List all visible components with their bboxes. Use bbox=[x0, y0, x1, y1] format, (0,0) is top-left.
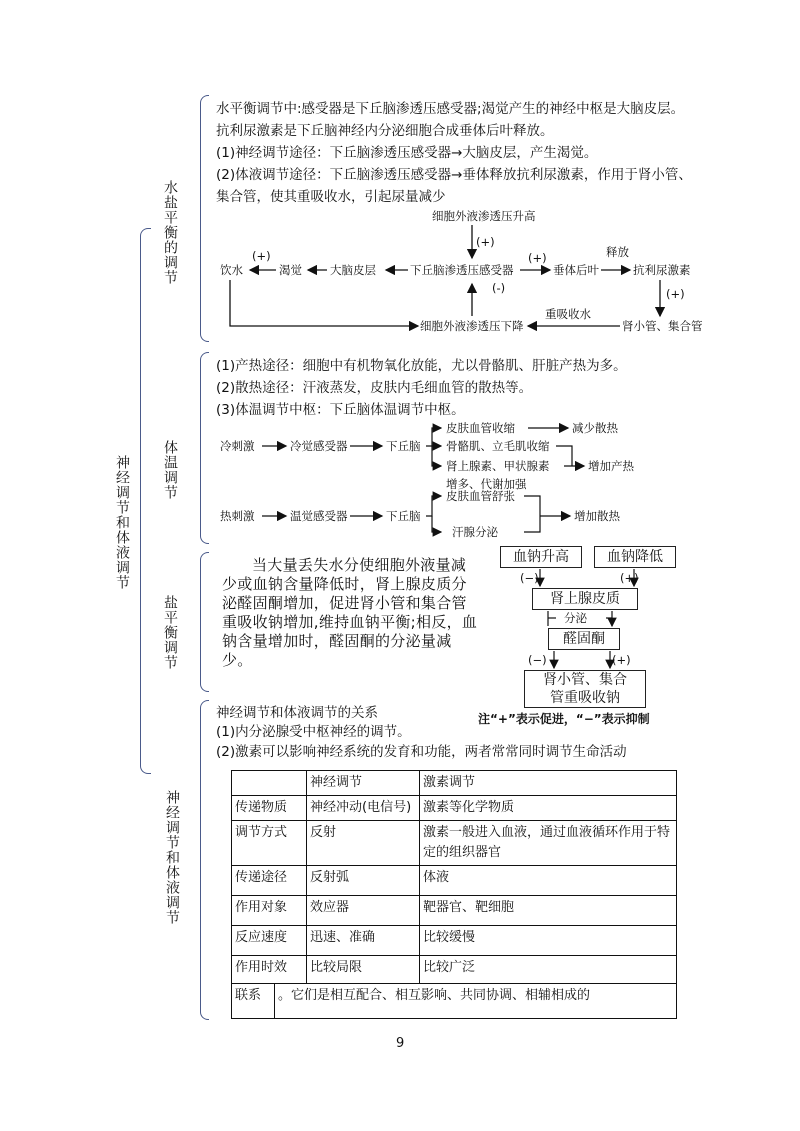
table-cell: 调节方式 bbox=[232, 821, 307, 866]
table-row bbox=[232, 926, 677, 956]
relation-line-3: (2)激素可以影响神经系统的发育和功能，两者常常同时调节生命活动 bbox=[216, 744, 627, 760]
water-label: 水盐平衡的调节 bbox=[162, 180, 178, 285]
hot-receptor: 温觉感受器 bbox=[290, 509, 348, 523]
flow-plus-3: (+) bbox=[528, 251, 547, 265]
salt-high-box: 血钠升高 bbox=[500, 546, 582, 568]
salt-secrete: 分泌 bbox=[564, 611, 587, 625]
salt-note: 注“+”表示促进，“−”表示抑制 bbox=[478, 712, 650, 726]
table-cell: 反射弧 bbox=[307, 866, 420, 896]
flow-release: 释放 bbox=[606, 245, 629, 259]
cold-receptor: 冷觉感受器 bbox=[290, 439, 348, 453]
table-cell: 神经冲动(电信号) bbox=[307, 796, 420, 821]
salt-low-box: 血钠降低 bbox=[594, 546, 676, 568]
water-line-1: 水平衡调节中:感受器是下丘脑渗透压感受器;渴觉产生的神经中枢是大脑皮层。 bbox=[216, 101, 685, 117]
hot-b1: 皮肤血管舒张 bbox=[446, 489, 515, 503]
water-line-2: 抗利尿激素是下丘脑神经内分泌细胞合成垂体后叶释放。 bbox=[216, 123, 554, 139]
table-cell: 反应速度 bbox=[232, 926, 307, 956]
table-header-cell: 神经调节 bbox=[307, 771, 420, 796]
table-cell: 比较缓慢 bbox=[420, 926, 677, 956]
flow-top: 细胞外液渗透压升高 bbox=[432, 209, 536, 223]
salt-kidney-line-2: 管重吸收钠 bbox=[550, 690, 620, 706]
flow-thirst: 渴觉 bbox=[279, 263, 302, 277]
salt-plus-1: (+) bbox=[620, 571, 639, 585]
table-cell: 效应器 bbox=[307, 896, 420, 926]
cold-result: 增加产热 bbox=[588, 459, 634, 473]
flow-plus-2: (+) bbox=[252, 249, 271, 263]
relation-line-1: 神经调节和体液调节的关系 bbox=[216, 705, 378, 721]
flow-pituitary: 垂体后叶 bbox=[553, 263, 599, 277]
table-link-row bbox=[232, 984, 677, 1019]
table-cell: 靶器官、靶细胞 bbox=[420, 896, 677, 926]
temp-line-3: (3)体温调节中枢：下丘脑体温调节中枢。 bbox=[216, 402, 465, 418]
table-cell: 比较广泛 bbox=[420, 956, 677, 984]
link-text: 。它们是相互配合、相互影响、共同协调、相辅相成的 bbox=[278, 988, 591, 1003]
table-cell: 激素一般进入血液，通过血液循环作用于特定的组织器官 bbox=[420, 821, 677, 866]
cold-stimulus: 冷刺激 bbox=[220, 439, 255, 453]
table-link-cell bbox=[232, 984, 677, 1019]
hot-result: 增加散热 bbox=[574, 509, 620, 523]
table-cell: 比较局限 bbox=[307, 956, 420, 984]
flow-minus: (-) bbox=[492, 281, 506, 295]
table-row bbox=[232, 796, 677, 821]
table-cell: 激素等化学物质 bbox=[420, 796, 677, 821]
table-row bbox=[232, 956, 677, 984]
table-cell: 传递途径 bbox=[232, 866, 307, 896]
table-cell: 反射 bbox=[307, 821, 420, 866]
cold-b1-result: 减少散热 bbox=[572, 421, 618, 435]
hot-b2: 汗腺分泌 bbox=[452, 525, 498, 539]
table-row bbox=[232, 866, 677, 896]
cold-b1: 皮肤血管收缩 bbox=[446, 421, 515, 435]
salt-plus-2: (+) bbox=[612, 653, 631, 667]
table-header-cell: 激素调节 bbox=[420, 771, 677, 796]
table-header-cell bbox=[232, 771, 307, 796]
temp-label: 体温调节 bbox=[162, 440, 178, 500]
outer-label: 神经调节和体液调节 bbox=[114, 455, 130, 590]
cold-b2: 骨骼肌、立毛肌收缩 bbox=[446, 439, 550, 453]
water-line-5: 集合管，使其重吸收水，引起尿量减少 bbox=[216, 189, 446, 205]
flow-kidney: 肾小管、集合管 bbox=[622, 319, 703, 333]
table-cell: 体液 bbox=[420, 866, 677, 896]
page-number: 9 bbox=[396, 1036, 405, 1051]
hot-center: 下丘脑 bbox=[386, 509, 421, 523]
table-cell: 作用对象 bbox=[232, 896, 307, 926]
table-cell: 作用时效 bbox=[232, 956, 307, 984]
cold-b3: 肾上腺素、甲状腺素 bbox=[446, 459, 550, 473]
water-line-3: (1)神经调节途径：下丘脑渗透压感受器→大脑皮层，产生渴觉。 bbox=[216, 145, 598, 161]
water-line-4: (2)体液调节途径：下丘脑渗透压感受器→垂体释放抗利尿激素，作用于肾小管、 bbox=[216, 167, 692, 183]
temp-line-1: (1)产热途径：细胞中有机物氧化放能，尤以骨骼肌、肝脏产热为多。 bbox=[216, 358, 627, 374]
comparison-table bbox=[231, 770, 677, 1019]
flow-reabsorb: 重吸收水 bbox=[545, 307, 591, 321]
relation-label: 神经调节和体液调节 bbox=[164, 790, 180, 925]
table-cell: 迅速、准确 bbox=[307, 926, 420, 956]
salt-minus-2: (−) bbox=[528, 653, 547, 667]
temp-line-2: (2)散热途径：汗液蒸发，皮肤内毛细血管的散热等。 bbox=[216, 380, 533, 396]
salt-adrenal-box: 肾上腺皮质 bbox=[532, 588, 638, 610]
flow-adh: 抗利尿激素 bbox=[633, 263, 691, 277]
table-row bbox=[232, 896, 677, 926]
flow-plus-4: (+) bbox=[666, 287, 685, 301]
flow-plus-1: (+) bbox=[476, 235, 495, 249]
table-cell: 传递物质 bbox=[232, 796, 307, 821]
salt-aldosterone-box: 醛固酮 bbox=[548, 628, 620, 650]
relation-line-2: (1)内分泌腺受中枢神经的调节。 bbox=[216, 724, 411, 740]
salt-minus-1: (−) bbox=[520, 571, 539, 585]
flow-drink: 饮水 bbox=[220, 263, 243, 277]
salt-label: 盐平衡调节 bbox=[162, 595, 178, 670]
flow-bottom: 细胞外液渗透压下降 bbox=[420, 319, 524, 333]
flow-hypo: 下丘脑渗透压感受器 bbox=[410, 263, 514, 277]
link-label: 联系 bbox=[232, 984, 275, 1018]
cold-center: 下丘脑 bbox=[386, 439, 421, 453]
salt-paragraph: 当大量丢失水分使细胞外液量减少或血钠含量降低时，肾上腺皮质分泌醛固酮增加，促进肾小管和集合管重吸收钠增加,维持血钠平衡;相反，血钠含量增加时，醛固酮的分泌量减少。 bbox=[222, 556, 478, 669]
table-header-row bbox=[232, 771, 677, 796]
hot-stimulus: 热刺激 bbox=[220, 509, 255, 523]
table-row bbox=[232, 821, 677, 866]
cold-b4: 增多、代谢加强 bbox=[446, 477, 527, 491]
salt-kidney-line-1: 肾小管、集合 bbox=[543, 672, 627, 688]
flow-cortex: 大脑皮层 bbox=[330, 263, 376, 277]
